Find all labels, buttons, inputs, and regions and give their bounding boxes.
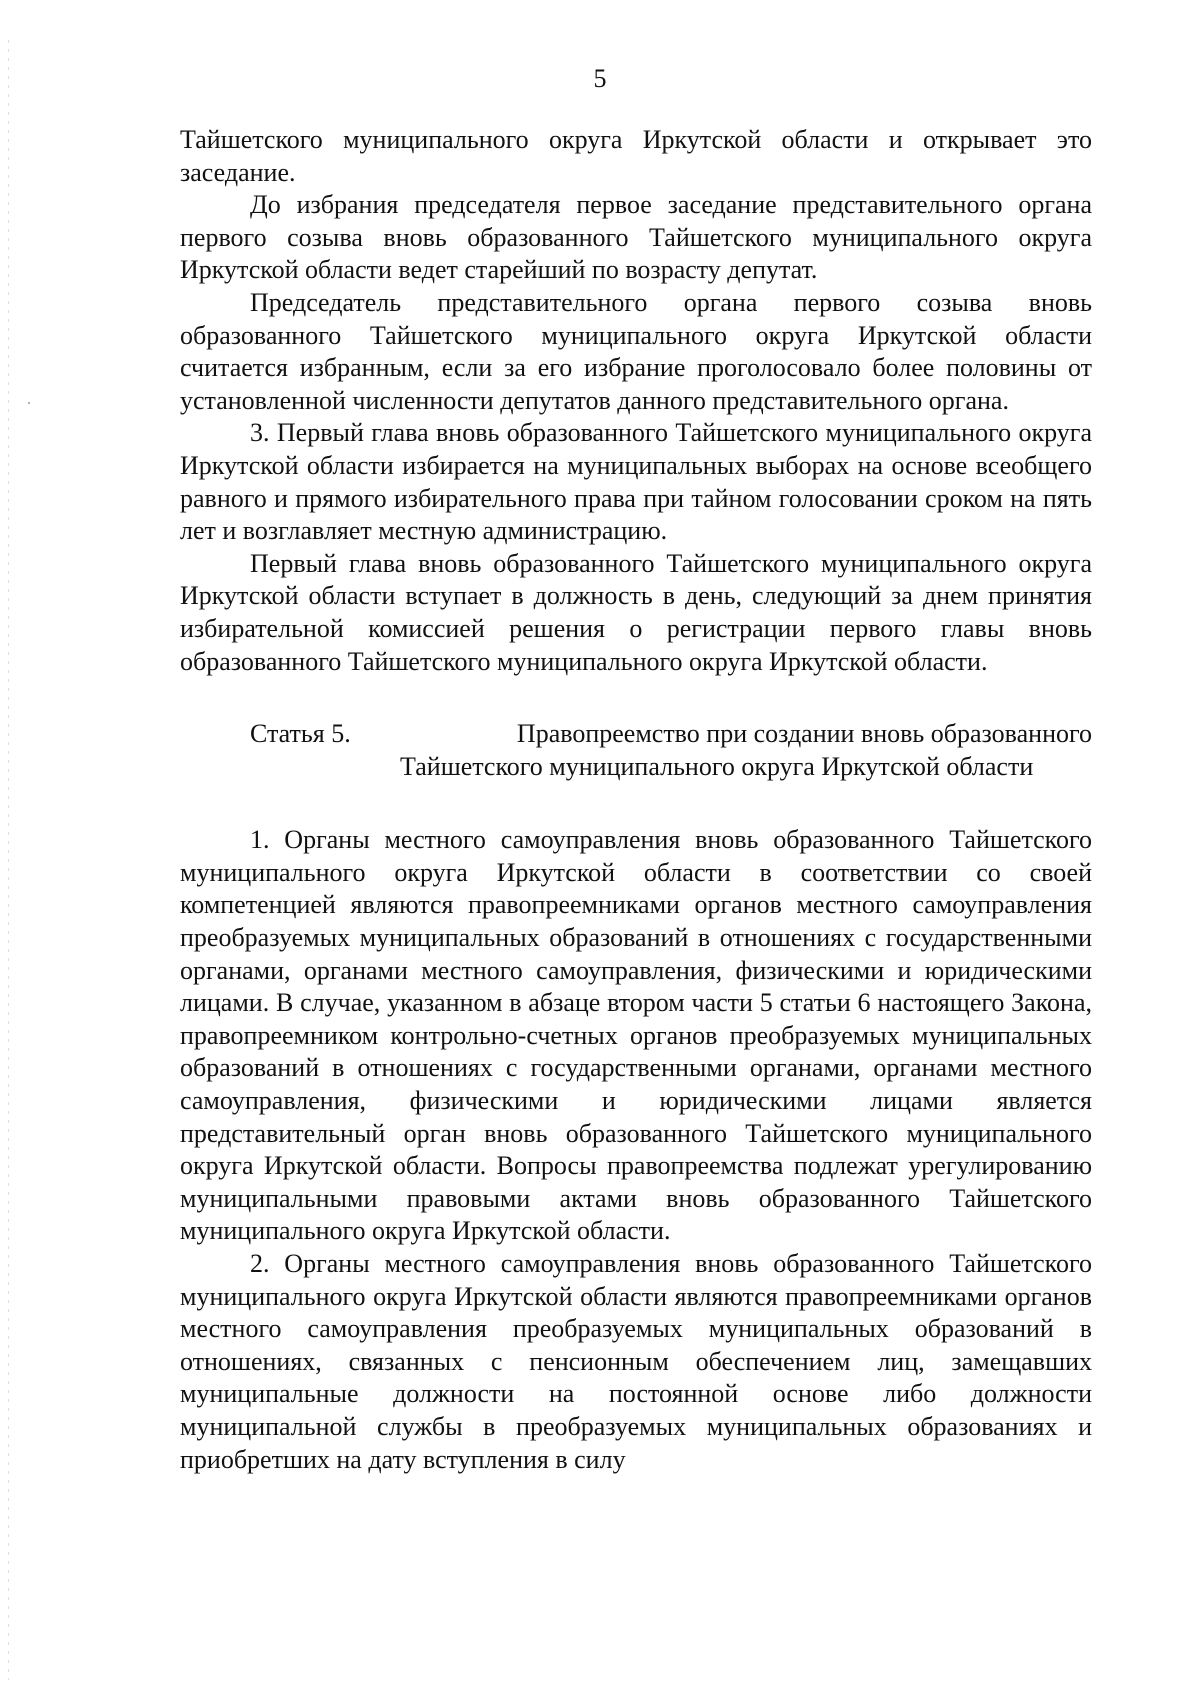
- paragraph: Тайшетского муниципального округа Иркутской области и открывает это заседание.: [180, 125, 1092, 187]
- article-label: Статья 5.: [250, 719, 351, 749]
- article-heading: [180, 718, 1092, 783]
- article-heading-line-1: [180, 718, 1092, 751]
- paragraph: До избрания председателя первое заседание представительного органа первого созыва вновь образованного Тайшетского муниципального округа Иркутской области ведет старейший по возрасту депутат.: [180, 190, 1092, 285]
- paragraph: 1. Органы местного самоуправления вновь образованного Тайшетского муниципального округа Иркутской области в соответствии со своей компетенцией являются правопреемниками органов местного самоуправления преобразуемых муниципальных образований в отношениях с государственными органами, органами местного самоуправления, физическими и юридическими лицами. В случае, указанном в абзаце втором части 5 статьи 6 настоящего Закона, правопреемником контрольно-счетных органов преобразуемых муниципальных образований в отношениях с государственными органами, органами местного самоуправления, физическими и юридическими лицами является представительный орган вновь образованного Тайшетского муниципального округа Иркутской области. Вопросы правопреемства подлежат урегулированию муниципальными правовыми актами вновь образованного Тайшетского муниципального округа Иркутской области.: [180, 825, 1092, 1246]
- scan-edge-artifact: [8, 40, 9, 1680]
- page-number: 5: [593, 64, 607, 93]
- paragraph: Первый глава вновь образованного Тайшетского муниципального округа Иркутской области вступает в должность в день, следующий за днем принятия избирательной комиссией решения о регистрации первого главы вновь образованного Тайшетского муниципального округа Иркутской области.: [180, 548, 1092, 676]
- paragraph: Председатель представительного органа первого созыва вновь образованного Тайшетского муниципального округа Иркутской области считается избранным, если за его избрание проголосовало более половины от установленной численности депутатов данного представительного органа.: [180, 287, 1092, 415]
- paragraph: 2. Органы местного самоуправления вновь образованного Тайшетского муниципального округа Иркутской области являются правопреемниками органов местного самоуправления преобразуемых муниципальных образований в отношениях, связанных с пенсионным обеспечением лиц, замещавших муниципальные должности на постоянной основе либо должности муниципальной службы в преобразуемых муниципальных образованиях и приобретших на дату вступления в силу: [180, 1249, 1092, 1474]
- scan-dot-artifact: [28, 402, 30, 404]
- article-title-line-2: Тайшетского муниципального округа Иркутской области: [400, 751, 1034, 781]
- article-title-line-1: Правопреемство при создании вновь образованного: [516, 719, 1092, 749]
- document-body: [180, 124, 1092, 1476]
- paragraph: 3. Первый глава вновь образованного Тайшетского муниципального округа Иркутской области избирается на муниципальных выборах на основе всеобщего равного и прямого избирательного права при тайном голосовании сроком на пять лет и возглавляет местную администрацию.: [180, 418, 1092, 546]
